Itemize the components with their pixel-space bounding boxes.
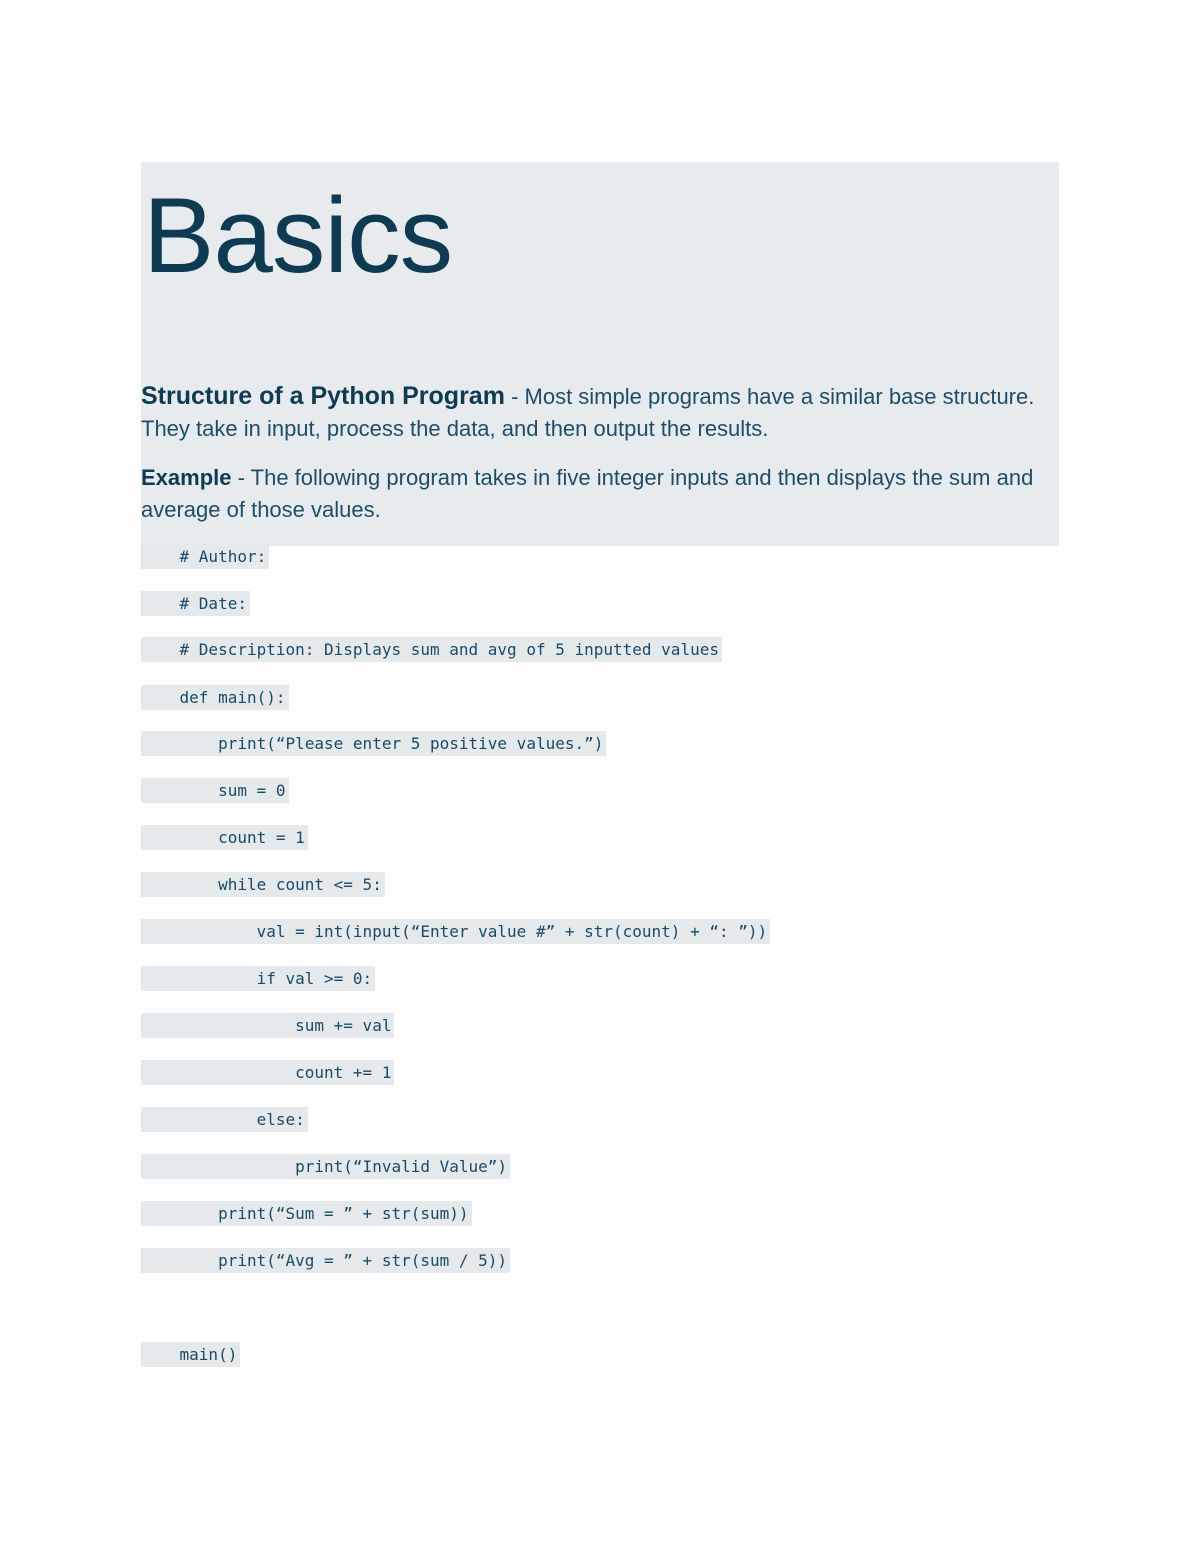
example-heading: Example [141,465,232,490]
example-paragraph [141,462,1059,526]
code-line: count = 1 [141,825,308,850]
code-line: main() [141,1342,240,1367]
structure-paragraph [141,380,1059,445]
code-line: while count <= 5: [141,872,385,897]
code-line: else: [141,1107,308,1132]
example-text: - The following program takes in five integer inputs and then displays the sum and average of those values. [141,465,1034,522]
code-line: # Description: Displays sum and avg of 5 inputted values [141,637,722,662]
code-line: if val >= 0: [141,966,375,991]
code-line: sum = 0 [141,778,289,803]
code-line: sum += val [141,1013,394,1038]
code-line: # Date: [141,591,250,616]
code-line: print(“Please enter 5 positive values.”) [141,731,606,756]
page-title: Basics [143,175,453,295]
structure-heading: Structure of a Python Program [141,382,505,410]
code-line: val = int(input(“Enter value #” + str(count) + “: ”)) [141,919,770,944]
code-line: print(“Sum = ” + str(sum)) [141,1201,472,1226]
code-line: print(“Avg = ” + str(sum / 5)) [141,1248,510,1273]
code-line: def main(): [141,685,289,710]
code-line: # Author: [141,544,269,569]
code-line: count += 1 [141,1060,394,1085]
code-line: print(“Invalid Value”) [141,1154,510,1179]
structure-text: - Most simple programs have a similar base structure. They take in input, process the data, and then output the results. [141,384,1035,441]
